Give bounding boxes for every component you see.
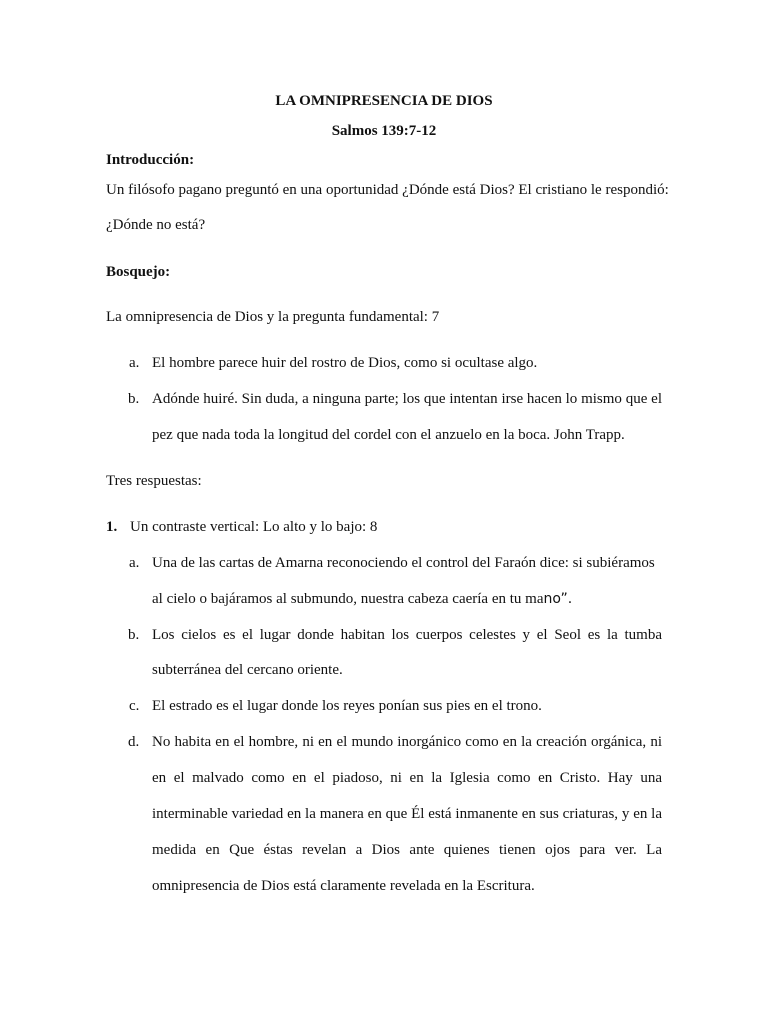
- list-item-text: en el malvado como en el piadoso, ni en la Iglesia como en Cristo. Hay una: [152, 770, 662, 786]
- list-item-text: Adónde huiré. Sin duda, a ninguna parte; los que intentan irse hacen lo mismo que el: [152, 391, 662, 407]
- list-marker: d.: [128, 734, 140, 750]
- list-item-text: interminable variedad en la manera en que Él está inmanente en sus criaturas, y en la: [152, 806, 662, 822]
- three-answers-label: Tres respuestas:: [106, 473, 202, 489]
- list-item-text: pez que nada toda la longitud del cordel con el anzuelo en la boca. John Trapp.: [152, 427, 625, 443]
- intro-paragraph-line: Un filósofo pagano preguntó en una oportunidad ¿Dónde está Dios? El cristiano le respondió:: [106, 182, 669, 198]
- list-marker: a.: [129, 355, 140, 371]
- list-item-text-main: al cielo o bajáramos al submundo, nuestra cabeza caería en tu ma: [152, 591, 544, 607]
- list-marker: b.: [128, 391, 140, 407]
- list-item-text: omnipresencia de Dios está claramente revelada en la Escritura.: [152, 878, 535, 894]
- list-item-text: [152, 590, 572, 608]
- document-title: LA OMNIPRESENCIA DE DIOS: [275, 93, 493, 109]
- outline-heading: Bosquejo:: [106, 264, 171, 280]
- list-item-text-tail: no”.: [543, 591, 573, 607]
- scripture-reference: Salmos 139:7-12: [331, 123, 437, 139]
- list-item-text: No habita en el hombre, ni en el mundo inorgánico como en la creación orgánica, ni: [152, 734, 662, 750]
- list-marker: b.: [128, 627, 140, 643]
- list-item-text: medida en Que éstas revelan a Dios ante quienes tienen ojos para ver. La: [152, 842, 662, 858]
- list-marker: c.: [129, 698, 140, 714]
- point-number: 1.: [106, 519, 118, 535]
- list-item-text: Los cielos es el lugar donde habitan los cuerpos celestes y el Seol es la tumba: [152, 627, 662, 643]
- point-title-text: Un contraste vertical: Lo alto y lo bajo: 8: [130, 519, 378, 535]
- list-item-text: Una de las cartas de Amarna reconociendo el control del Faraón dice: si subiéramos: [152, 555, 655, 571]
- list-item-text: El estrado es el lugar donde los reyes ponían sus pies en el trono.: [152, 698, 542, 714]
- intro-heading: Introducción:: [106, 152, 195, 168]
- list-item-text: El hombre parece huir del rostro de Dios, como si ocultase algo.: [152, 355, 538, 371]
- point-title: [130, 518, 377, 536]
- list-marker: a.: [129, 555, 140, 571]
- section-intro: La omnipresencia de Dios y la pregunta fundamental: 7: [106, 309, 440, 325]
- list-item-text: subterránea del cercano oriente.: [152, 662, 343, 678]
- intro-paragraph-line: ¿Dónde no está?: [106, 217, 206, 233]
